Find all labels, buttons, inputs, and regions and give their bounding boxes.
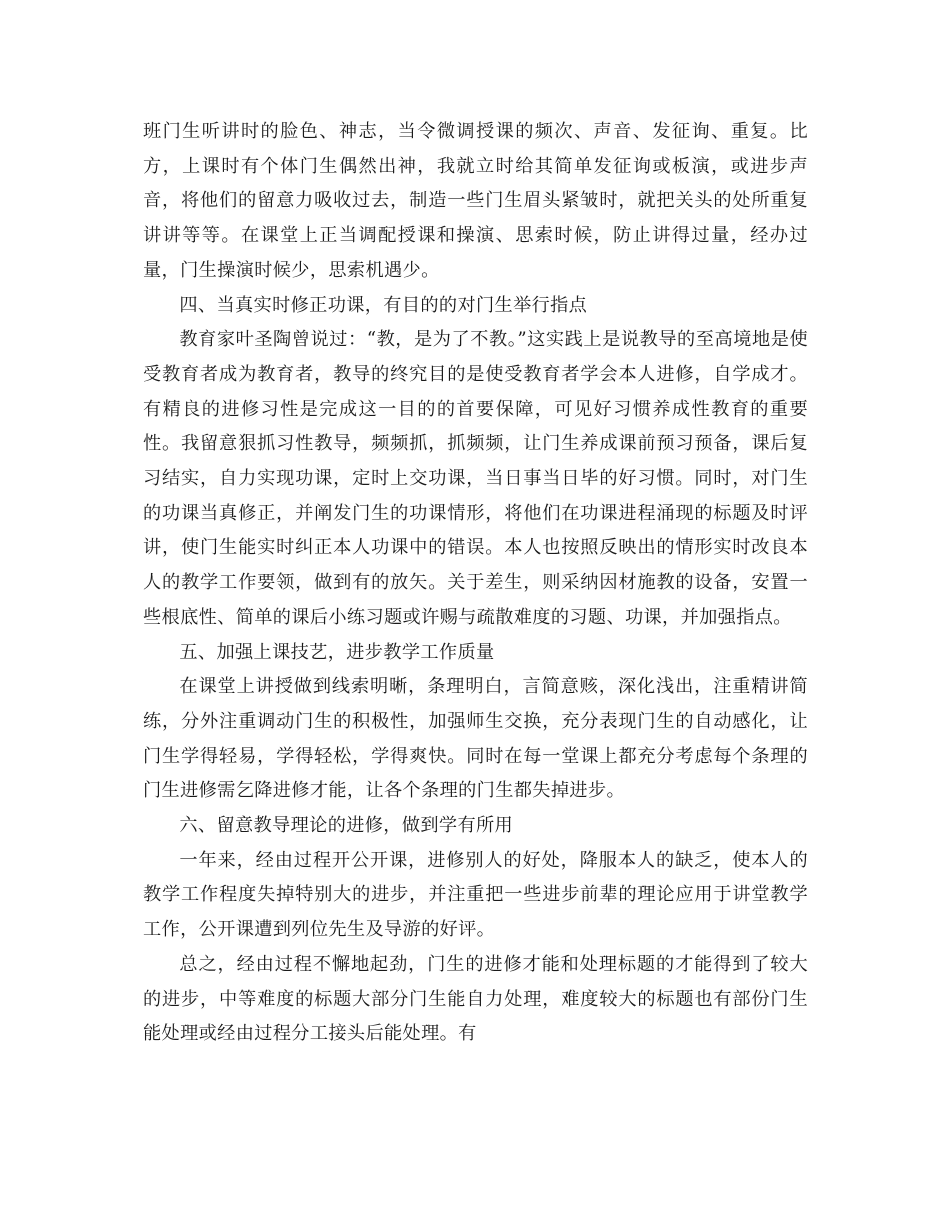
paragraph-1: 班门生听讲时的脸色、神志，当令微调授课的频次、声音、发征询、重复。比方，上课时有个体门生偶然出神，我就立时给其简单发征询或板演，或进步声音，将他们的留意力吸收过去，制造一些门生眉头紧皱时，就把关头的处所重复讲讲等等。在课堂上正当调配授课和操演、思索时候，防止讲得过量，经办过量，门生操演时候少，思索机遇少。 — [143, 121, 808, 281]
section-heading-6: 六、留意教导理论的进修，做到学有所用 — [179, 815, 514, 837]
document-body — [143, 115, 808, 1052]
paragraph-2: 教育家叶圣陶曾说过：“教，是为了不教。”这实践上是说教导的至高境地是使受教育者成为教育者，教导的终究目的是使受教育者学会本人进修，自学成才。有精良的进修习性是完成这一目的的首要保障，可见好习惯养成性教育的重要性。我留意狠抓习性教导，频频抓，抓频频，让门生养成课前预习预备，课后复习结实，自力实现功课，定时上交功课，当日事当日毕的好习惯。同时，对门生的功课当真修正，并阐发门生的功课情形，将他们在功课进程涌现的标题及时评讲，使门生能实时纠正本人功课中的错误。本人也按照反映出的情形实时改良本人的教学工作要领，做到有的放矢。关于差生，则采纳因材施教的设备，安置一些根底性、简单的课后小练习题或许赐与疏散难度的习题、功课，并加强指点。 — [143, 329, 808, 628]
paragraph-4: 一年来，经由过程开公开课，进修别人的好处，降服本人的缺乏，使本人的教学工作程度失掉特别大的进步，并注重把一些进步前辈的理论应用于讲堂教学工作，公开课遭到列位先生及导游的好评。 — [143, 849, 808, 941]
paragraph-3: 在课堂上讲授做到线索明晰，条理明白，言简意赅，深化浅出，注重精讲简练，分外注重调动门生的积极性，加强师生交换，充分表现门生的自动感化，让门生学得轻易，学得轻松，学得爽快。同时在每一堂课上都充分考虑每个条理的门生进修需乞降进修才能，让各个条理的门生都失掉进步。 — [143, 676, 808, 802]
section-heading-4: 四、当真实时修正功课，有目的的对门生举行指点 — [179, 294, 588, 316]
paragraph-5: 总之，经由过程不懈地起劲，门生的进修才能和处理标题的才能得到了较大的进步，中等难度的标题大部分门生能自力处理，难度较大的标题也有部份门生能处理或经由过程分工接头后能处理。有 — [143, 953, 808, 1045]
section-heading-5: 五、加强上课技艺，进步教学工作质量 — [179, 641, 495, 663]
